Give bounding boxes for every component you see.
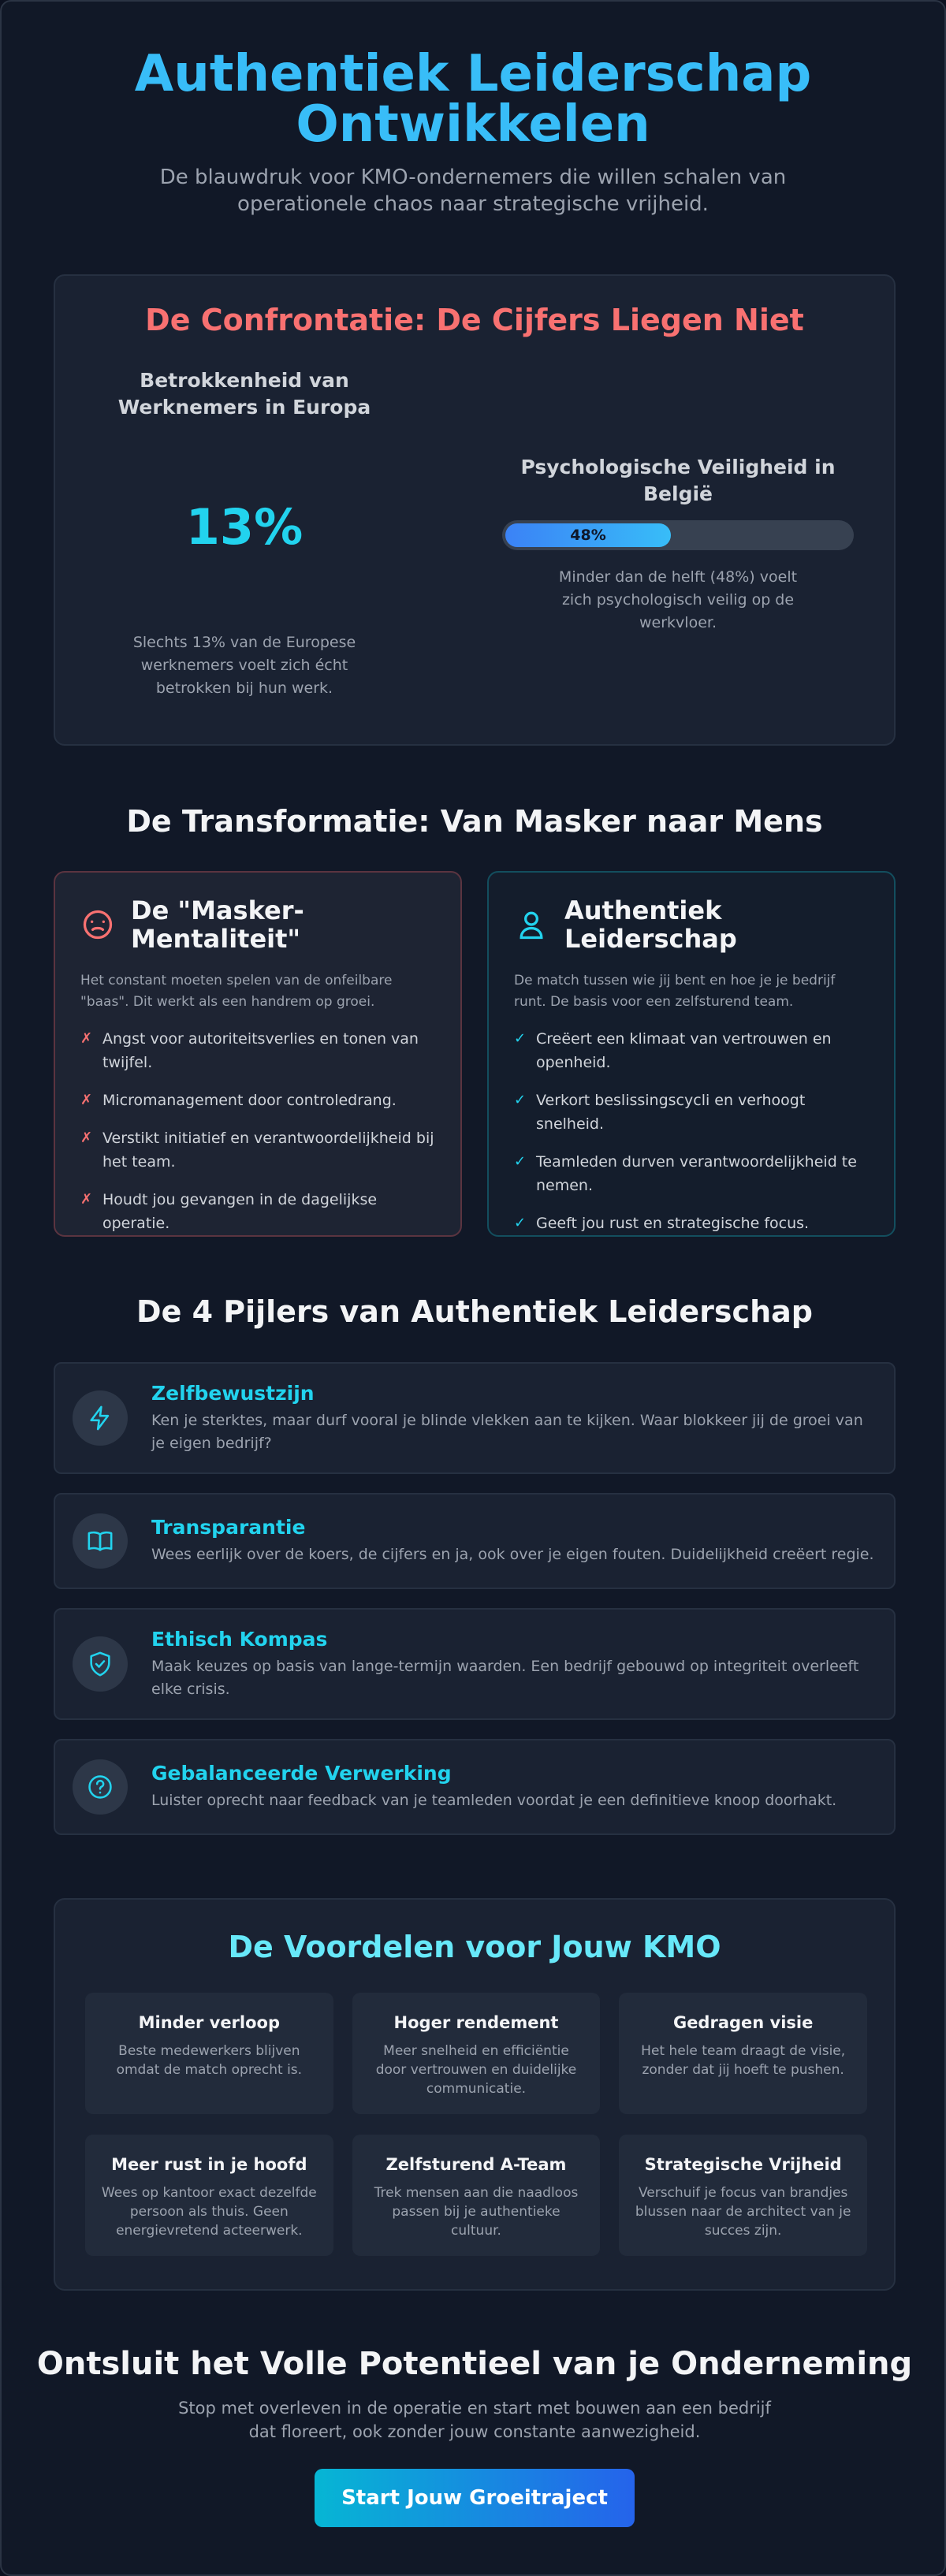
hero — [2, 2, 944, 218]
benefits-card — [54, 1898, 896, 2291]
safety-progress-bar — [502, 520, 854, 550]
pillar-icon-circle — [73, 1636, 128, 1692]
authentic-title: Authentiek Leiderschap — [564, 895, 737, 954]
list-item-text: Geeft jou rust en strategische focus. — [536, 1215, 810, 1232]
benefit-item — [85, 1993, 333, 2114]
pillar-icon-circle — [73, 1513, 128, 1569]
person-icon — [514, 907, 549, 942]
benefit-item — [352, 2135, 601, 2256]
start-growth-button[interactable]: Start Jouw Groeitraject — [315, 2469, 635, 2527]
pillar-text: Ken je sterktes, maar durf vooral je blinde vlekken aan te kijken. Waar blokkeer jij de groei van je eigen bedrijf? — [151, 1411, 863, 1452]
safety-heading: Psychologische Veiligheid in België — [520, 456, 836, 505]
pillar-balanced-processing — [54, 1739, 896, 1835]
benefit-title: Hoger rendement — [393, 2013, 559, 2032]
benefit-text: Trek mensen aan die naadloos passen bij je authentieke cultuur. — [374, 2185, 579, 2239]
benefit-item — [619, 1993, 867, 2114]
benefit-title: Strategische Vrijheid — [644, 2155, 842, 2174]
benefit-text: Verschuif je focus van brandjes blussen naar de architect van je succes zijn. — [635, 2185, 851, 2239]
transformation-title: De Transformatie: Van Masker naar Mens — [126, 804, 823, 839]
page-title — [118, 45, 828, 154]
check-icon: ✓ — [514, 1153, 527, 1170]
authentic-description: De match tussen wie jij bent en hoe je je bedrijf runt. De basis voor een zelfsturend team. — [514, 973, 836, 1010]
list-item — [514, 1027, 869, 1074]
engagement-stat — [87, 367, 402, 700]
list-item — [514, 1212, 869, 1235]
check-icon: ✓ — [514, 1215, 527, 1231]
benefit-item — [619, 2135, 867, 2256]
pillar-title: Ethisch Kompas — [151, 1627, 328, 1651]
list-item-text: Verkort beslissingscycli en verhoogt snelheid. — [536, 1092, 806, 1133]
benefit-text: Beste medewerkers blijven omdat de match oprecht is. — [116, 2043, 303, 2078]
safety-progress-label: 48% — [570, 527, 606, 544]
pillar-transparency — [54, 1493, 896, 1589]
list-item — [80, 1188, 435, 1235]
mask-title: De "Masker-Mentaliteit" — [131, 895, 304, 954]
benefits-title: De Voordelen voor Jouw KMO — [228, 1930, 721, 1964]
pillar-title: Zelfbewustzijn — [151, 1381, 315, 1405]
authentic-leadership-card — [487, 871, 896, 1237]
cross-icon: ✗ — [80, 1130, 93, 1146]
safety-stat — [497, 454, 859, 635]
mask-icon — [80, 907, 115, 942]
mask-mentality-card — [54, 871, 462, 1237]
page-title-line2: Ontwikkelen — [296, 95, 650, 154]
confrontation-card — [54, 274, 896, 746]
page-subtitle: De blauwdruk voor KMO-ondernemers die willen schalen van operationele chaos naar strategische vrijheid. — [159, 166, 787, 216]
list-item — [80, 1126, 435, 1174]
benefit-title: Minder verloop — [138, 2013, 281, 2032]
pillar-text: Luister oprecht naar feedback van je teamleden voordat je een definitieve knoop doorhakt. — [151, 1792, 837, 1809]
list-item-text: Angst voor autoriteitsverlies en tonen van twijfel. — [102, 1030, 419, 1071]
pillar-text: Wees eerlijk over de koers, de cijfers en ja, ook over je eigen fouten. Duidelijkheid creëert regie. — [151, 1546, 874, 1563]
benefit-text: Het hele team draagt de visie, zonder dat jij hoeft te pushen. — [641, 2043, 846, 2078]
cta-text: Stop met overleven in de operatie en start met bouwen aan een bedrijf dat floreert, ook zonder jouw constante aanwezigheid. — [178, 2399, 771, 2441]
question-circle-icon — [87, 1774, 114, 1800]
benefit-title: Gedragen visie — [672, 2013, 814, 2032]
confrontation-title: De Confrontatie: De Cijfers Liegen Niet — [145, 303, 804, 337]
cross-icon: ✗ — [80, 1191, 93, 1208]
open-book-icon — [87, 1528, 114, 1554]
engagement-heading: Betrokkenheid van Werknemers in Europa — [117, 369, 371, 419]
mask-description: Het constant moeten spelen van de onfeilbare "baas". Dit werkt als een handrem op groei. — [80, 973, 393, 1010]
pillar-ethical-compass — [54, 1608, 896, 1720]
list-item-text: Houdt jou gevangen in de dagelijkse operatie. — [102, 1191, 378, 1232]
benefit-title: Meer rust in je hoofd — [111, 2155, 307, 2174]
cross-icon: ✗ — [80, 1030, 93, 1047]
list-item — [80, 1027, 435, 1074]
list-item-text: Verstikt initiatief en verantwoordelijkheid bij het team. — [102, 1130, 434, 1171]
benefit-item — [85, 2135, 333, 2256]
benefit-text: Wees op kantoor exact dezelfde persoon als thuis. Geen energievretend acteerwerk. — [101, 2185, 317, 2239]
list-item-text: Creëert een klimaat van vertrouwen en openheid. — [536, 1030, 832, 1071]
page-title-line1: Authentiek Leiderschap — [134, 45, 812, 103]
benefit-text: Meer snelheid en efficiëntie door vertrouwen en duidelijke communicatie. — [375, 2043, 577, 2097]
authentic-list — [514, 1027, 869, 1235]
shield-check-icon — [87, 1651, 114, 1677]
mask-list — [80, 1027, 435, 1235]
pillar-icon-circle — [73, 1390, 128, 1446]
pillars-title: De 4 Pijlers van Authentiek Leiderschap — [136, 1294, 813, 1329]
benefit-title: Zelfsturend A-Team — [385, 2155, 567, 2174]
benefits-grid — [85, 1993, 867, 2256]
cta-section — [2, 2346, 946, 2527]
check-icon: ✓ — [514, 1030, 527, 1047]
list-item — [80, 1089, 435, 1112]
pillar-icon-circle — [73, 1759, 128, 1815]
engagement-caption: Slechts 13% van de Europese werknemers voelt zich écht betrokken bij hun werk. — [132, 634, 356, 697]
pillar-title: Transparantie — [151, 1516, 306, 1539]
pillar-title: Gebalanceerde Verwerking — [151, 1762, 452, 1785]
cta-title: Ontsluit het Volle Potentieel van je Onderneming — [36, 2346, 913, 2382]
check-icon: ✓ — [514, 1092, 527, 1108]
list-item-text: Micromanagement door controledrang. — [102, 1092, 397, 1109]
list-item-text: Teamleden durven verantwoordelijkheid te nemen. — [536, 1153, 857, 1194]
benefit-item — [352, 1993, 601, 2114]
safety-caption: Minder dan de helft (48%) voelt zich psychologisch veilig op de werkvloer. — [558, 568, 798, 631]
pillar-self-awareness — [54, 1362, 896, 1474]
pillar-text: Maak keuzes op basis van lange-termijn waarden. Een bedrijf gebouwd op integriteit overleeft elke crisis. — [151, 1657, 859, 1698]
list-item — [514, 1150, 869, 1197]
cross-icon: ✗ — [80, 1092, 93, 1108]
list-item — [514, 1089, 869, 1136]
lightning-icon — [87, 1405, 114, 1431]
engagement-value: 13% — [185, 498, 304, 556]
